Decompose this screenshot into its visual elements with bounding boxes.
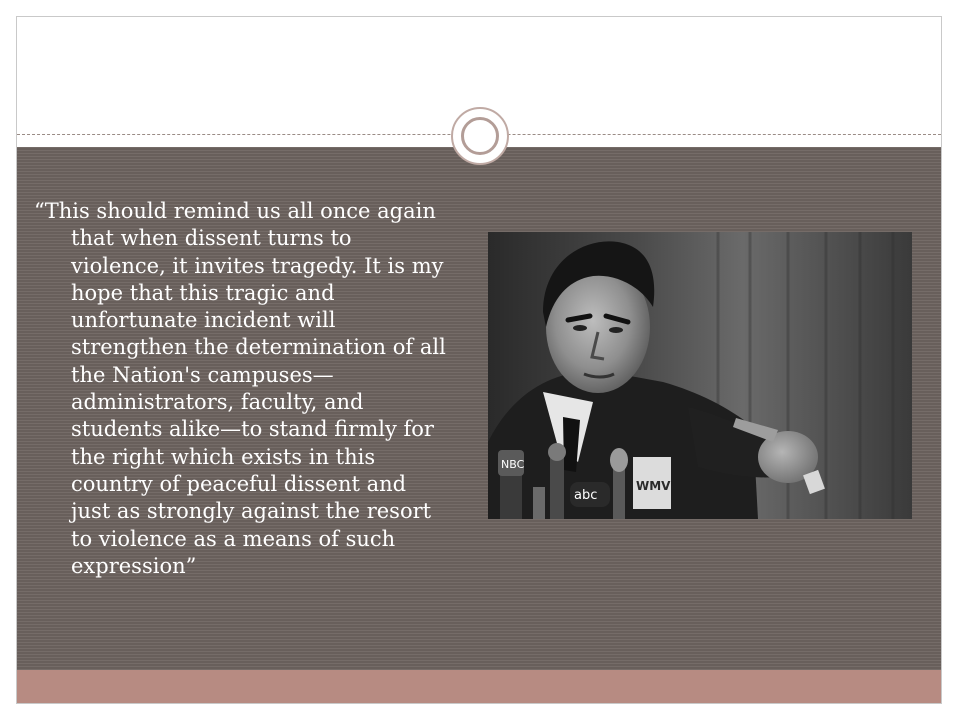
nbc-mic-label: NBC [501,458,525,471]
quote-text: “This should remind us all once again that when dissent turns to violence, it invites tragedy. It is my hope that this tragic and unfortunate incident will strengthen the determination of all the Nation's campuses—administrators, faculty, and students alike—to stand firmly for the right which exists in this country of peaceful dissent and just as strongly against the resort to violence as a means of such expression” [34,199,446,578]
footer-band [17,670,941,704]
speaker-photo [488,232,912,519]
circle-ornament-icon [451,107,509,165]
abc-mic-label: abc [574,488,598,503]
circle-ornament-inner [461,117,499,155]
wmv-mic-label: WMV [636,479,671,493]
